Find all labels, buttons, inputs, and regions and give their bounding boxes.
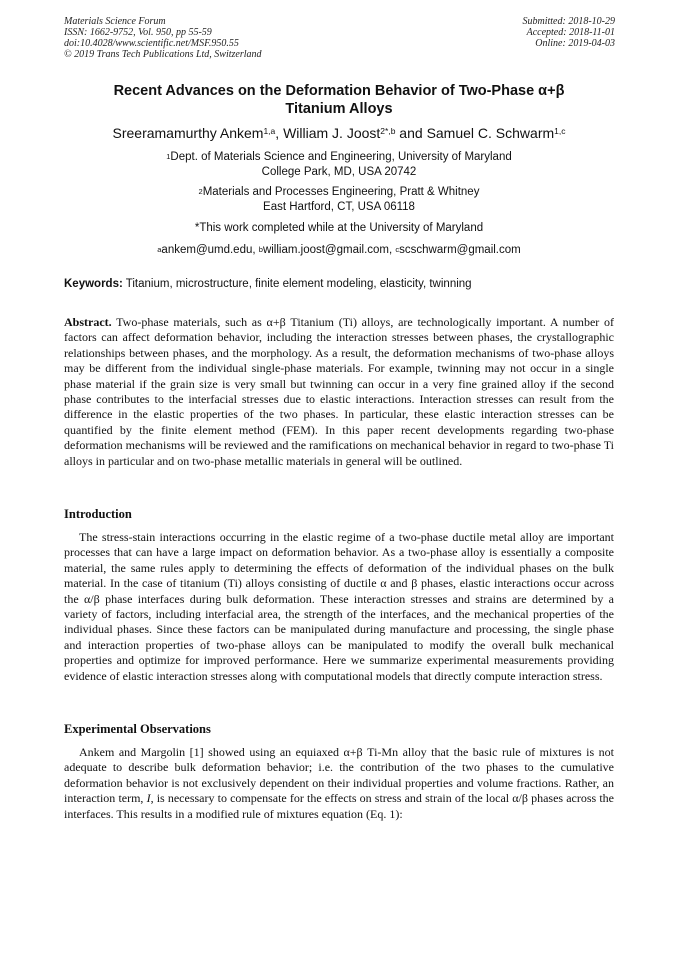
title-line-1: Recent Advances on the Deformation Behavior of Two-Phase α+β bbox=[113, 83, 565, 99]
abstract-text: Two-phase materials, such as α+β Titanium (Ti) alloys, are technologically important. A number of factors can affect deformation behavior, including the interaction stresses between phases, the crystallographic relationships between phases, and the morphology. As a result, the deformation mechanisms of two-phase alloys may be different from the individual single-phase materials. For example, twinning may not occur in a single phase material if the grain size is very small but twinning can occur in a very fine grained alloy if the second phase contributes to the interfacial stresses due to elastic interactions. Interaction stresses can result from the difference in the elastic properties of the two phases. In particular, these elastic interaction stresses can be quantified by the finite element method (FEM). In this paper recent developments regarding two-phase deformation mechanisms will be reviewed and the ramifications on mechanical behavior in regard to two-phase Ti alloys in particular and on two-phase metallic materials in general will be outlined. bbox=[64, 315, 614, 468]
introduction-heading: Introduction bbox=[64, 507, 132, 521]
author-2: William J. Joost bbox=[283, 125, 381, 141]
abstract-label: Abstract. bbox=[64, 315, 112, 329]
affiliation-2 bbox=[64, 185, 614, 215]
experimental-paragraph bbox=[64, 745, 614, 822]
author-emails bbox=[64, 243, 614, 258]
email-c[interactable]: scschwarm@gmail.com bbox=[399, 244, 521, 256]
author-separator: , bbox=[275, 125, 284, 141]
email-a-marker: a bbox=[157, 245, 162, 254]
affiliation-1-marker: 1 bbox=[166, 152, 171, 161]
interaction-term: I bbox=[146, 791, 151, 806]
author-list bbox=[64, 124, 614, 142]
author-1: Sreeramamurthy Ankem bbox=[112, 125, 264, 141]
copyright: © 2019 Trans Tech Publications Ltd, Switzerland bbox=[64, 49, 262, 60]
paper-title bbox=[64, 82, 614, 118]
introduction-paragraph: The stress-stain interactions occurring in the elastic regime of a two-phase ductile metal alloy are important processes that can have a large impact on deformation behavior. As a two-phase alloy is essentially a composite material, the same rules apply to determining the effects of deformation of the individual phases on the bulk material. In the case of titanium (Ti) alloys consisting of ductile α and β phases, elastic interactions occur across the α/β phase interfaces during bulk deformation. These interaction stresses and strains are determined by a variety of factors, including interfacial area, the strength of the interfaces, and the mechanical properties of the individual phases. Since these factors can be manipulated during manufacture and processing, the single phase and interaction properties of two-phase alloys can be manipulated to modify the overall bulk mechanical properties and optimize for improved performance. Here we summarize experimental measurements providing evidence of elastic interaction stresses along with computational models that directly compute interaction stress. bbox=[64, 530, 614, 683]
email-a[interactable]: ankem@umd.edu, bbox=[161, 244, 259, 256]
experimental-text-1: Ankem and Margolin [1] showed using an equiaxed α+β Ti-Mn alloy that the basic rule of mixtures is not adequate to describe bulk deformation behavior; i.e. the contribution of the two phases to the cumulative deformation behavior is not exclusively dependent on their individual properties and volume fractions. Rather, an interaction term, bbox=[64, 745, 614, 806]
keywords bbox=[64, 277, 614, 292]
author-3: Samuel C. Schwarm bbox=[426, 125, 555, 141]
author-1-marker: 1,a bbox=[263, 126, 276, 136]
experimental-text-2: , is necessary to compensate for the effects on stress and strain of the local α/β phases across the interfaces. This results in a modified rule of mixtures equation (Eq. 1): bbox=[64, 791, 614, 821]
author-2-marker: 2*,b bbox=[380, 126, 396, 136]
submitted-date: Submitted: 2018-10-29 bbox=[522, 16, 615, 27]
email-b[interactable]: william.joost@gmail.com, bbox=[262, 244, 396, 256]
title-line-2: Titanium Alloys bbox=[285, 101, 393, 117]
affiliation-2-marker: 2 bbox=[198, 187, 203, 196]
affiliation-2-address: East Hartford, CT, USA 06118 bbox=[263, 201, 415, 213]
journal-meta bbox=[64, 16, 262, 60]
online-date: Online: 2019-04-03 bbox=[535, 38, 615, 49]
email-b-marker: b bbox=[258, 245, 263, 254]
accepted-date: Accepted: 2018-11-01 bbox=[526, 27, 615, 38]
author-3-marker: 1,c bbox=[554, 126, 566, 136]
affiliation-1-dept: Dept. of Materials Science and Engineering, University of Maryland bbox=[170, 151, 512, 163]
experimental-heading: Experimental Observations bbox=[64, 722, 211, 736]
author-separator: and bbox=[395, 125, 427, 141]
keywords-text: Titanium, microstructure, finite element modeling, elasticity, twinning bbox=[122, 278, 472, 290]
author-note: *This work completed while at the University of Maryland bbox=[194, 222, 484, 234]
affiliation-1-address: College Park, MD, USA 20742 bbox=[261, 166, 417, 178]
keywords-label: Keywords: bbox=[64, 278, 123, 290]
submission-dates bbox=[523, 16, 616, 49]
affiliation-1 bbox=[64, 150, 614, 180]
abstract bbox=[64, 315, 614, 469]
doi[interactable]: doi:10.4028/www.scientific.net/MSF.950.55 bbox=[64, 38, 239, 49]
journal-issn: ISSN: 1662-9752, Vol. 950, pp 55-59 bbox=[64, 27, 212, 38]
email-c-marker: c bbox=[395, 245, 400, 254]
affiliation-2-dept: Materials and Processes Engineering, Pratt & Whitney bbox=[202, 186, 480, 198]
journal-name: Materials Science Forum bbox=[64, 16, 166, 27]
